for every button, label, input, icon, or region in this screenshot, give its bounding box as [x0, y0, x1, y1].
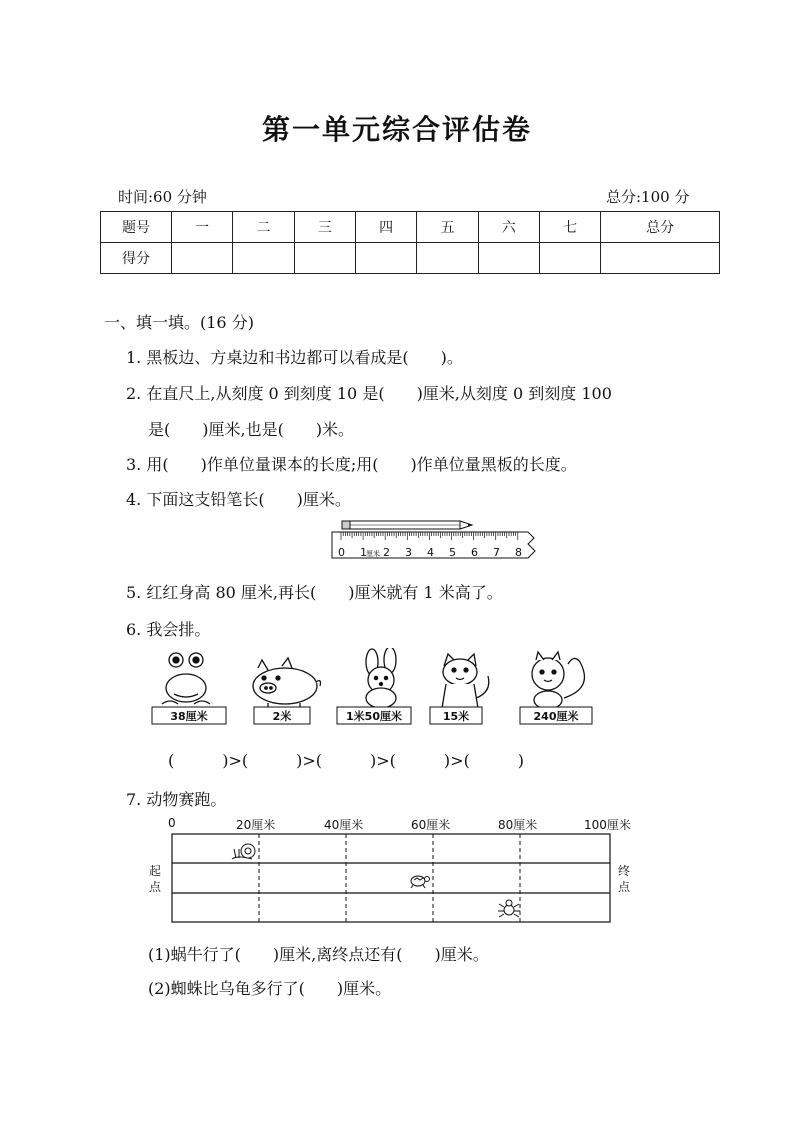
- track-outline: [172, 834, 610, 922]
- track-tick-label: 20厘米: [236, 818, 276, 832]
- section-heading: 一、填一填。(16 分): [104, 313, 254, 332]
- score-table: [100, 211, 720, 274]
- time-label: 时间:60 分钟: [118, 188, 207, 206]
- table-cell: 一: [172, 212, 233, 243]
- race-track-figure: [148, 814, 648, 926]
- table-cell: 二: [233, 212, 294, 243]
- cat-icon: [442, 654, 489, 708]
- ruler-number: 0: [338, 546, 345, 559]
- ruler-number: 1: [360, 546, 367, 559]
- question-5: 5. 红红身高 80 厘米,再长( )厘米就有 1 米高了。: [126, 583, 503, 602]
- ruler-number: 2: [383, 546, 390, 559]
- question-3: 3. 用( )作单位量课本的长度;用( )作单位量黑板的长度。: [126, 455, 577, 474]
- question-7-part-1: (1)蜗牛行了( )厘米,离终点还有( )厘米。: [148, 945, 489, 964]
- track-tick-label: 80厘米: [498, 818, 538, 832]
- score-table-score-row: [101, 243, 720, 274]
- table-cell: 得分: [101, 243, 172, 274]
- ruler-number: 7: [493, 546, 500, 559]
- table-cell: 三: [294, 212, 355, 243]
- score-input-cell[interactable]: [539, 243, 600, 274]
- question-2-line-2: 是( )厘米,也是( )米。: [148, 420, 355, 439]
- ruler-number: 4: [427, 546, 434, 559]
- score-input-cell[interactable]: [601, 243, 720, 274]
- track-tick-label: 0: [168, 816, 176, 830]
- ruler-number: 6: [471, 546, 478, 559]
- rabbit-height-label: 1米50厘米: [346, 710, 402, 723]
- start-label-top: 起: [149, 864, 162, 878]
- ruler-number: 8: [515, 546, 522, 559]
- track-tick-label: 40厘米: [324, 818, 364, 832]
- animals-figure: [150, 648, 610, 730]
- cat-height-label: 15米: [442, 710, 470, 723]
- table-cell: 题号: [101, 212, 172, 243]
- frog-height-label: 38厘米: [170, 710, 208, 723]
- table-cell: 七: [539, 212, 600, 243]
- race-track-svg: [148, 814, 648, 926]
- score-input-cell[interactable]: [355, 243, 416, 274]
- end-label-bottom: 点: [618, 880, 631, 894]
- track-tick-label: 60厘米: [411, 818, 451, 832]
- pencil-ruler-figure: [330, 518, 545, 566]
- end-label-top: 终: [618, 864, 631, 878]
- pencil-icon: [342, 521, 472, 529]
- ruler-unit: 厘米: [366, 550, 380, 558]
- squirrel-icon: [532, 652, 584, 709]
- frog-icon: [162, 653, 210, 704]
- score-input-cell[interactable]: [233, 243, 294, 274]
- table-cell: 四: [355, 212, 416, 243]
- score-input-cell[interactable]: [478, 243, 539, 274]
- start-label-bottom: 点: [149, 880, 162, 894]
- table-cell: 六: [478, 212, 539, 243]
- question-6: 6. 我会排。: [126, 620, 211, 639]
- score-input-cell[interactable]: [172, 243, 233, 274]
- track-tick-label: 100厘米: [584, 818, 631, 832]
- question-7-part-2: (2)蜘蛛比乌龟多行了( )厘米。: [148, 979, 392, 998]
- question-7: 7. 动物赛跑。: [126, 790, 227, 809]
- pig-icon: [253, 658, 321, 708]
- question-1: 1. 黑板边、方桌边和书边都可以看成是( )。: [126, 348, 463, 367]
- question-4: 4. 下面这支铅笔长( )厘米。: [126, 490, 351, 509]
- rabbit-icon: [366, 648, 396, 708]
- total-score-label: 总分:100 分: [606, 188, 690, 206]
- question-2-line-1: 2. 在直尺上,从刻度 0 到刻度 10 是( )厘米,从刻度 0 到刻度 100: [126, 384, 612, 403]
- ruler-number: 5: [449, 546, 456, 559]
- table-cell: 五: [417, 212, 478, 243]
- pig-height-label: 2米: [272, 710, 292, 723]
- score-input-cell[interactable]: [294, 243, 355, 274]
- comparison-answer-row: ( )>( )>( )>( )>( ): [168, 751, 525, 770]
- table-cell: 总分: [601, 212, 720, 243]
- squirrel-height-label: 240厘米: [533, 710, 579, 723]
- page-title: 第一单元综合评估卷: [261, 113, 532, 146]
- score-input-cell[interactable]: [417, 243, 478, 274]
- score-table-header-row: [101, 212, 720, 243]
- ruler-number: 3: [405, 546, 412, 559]
